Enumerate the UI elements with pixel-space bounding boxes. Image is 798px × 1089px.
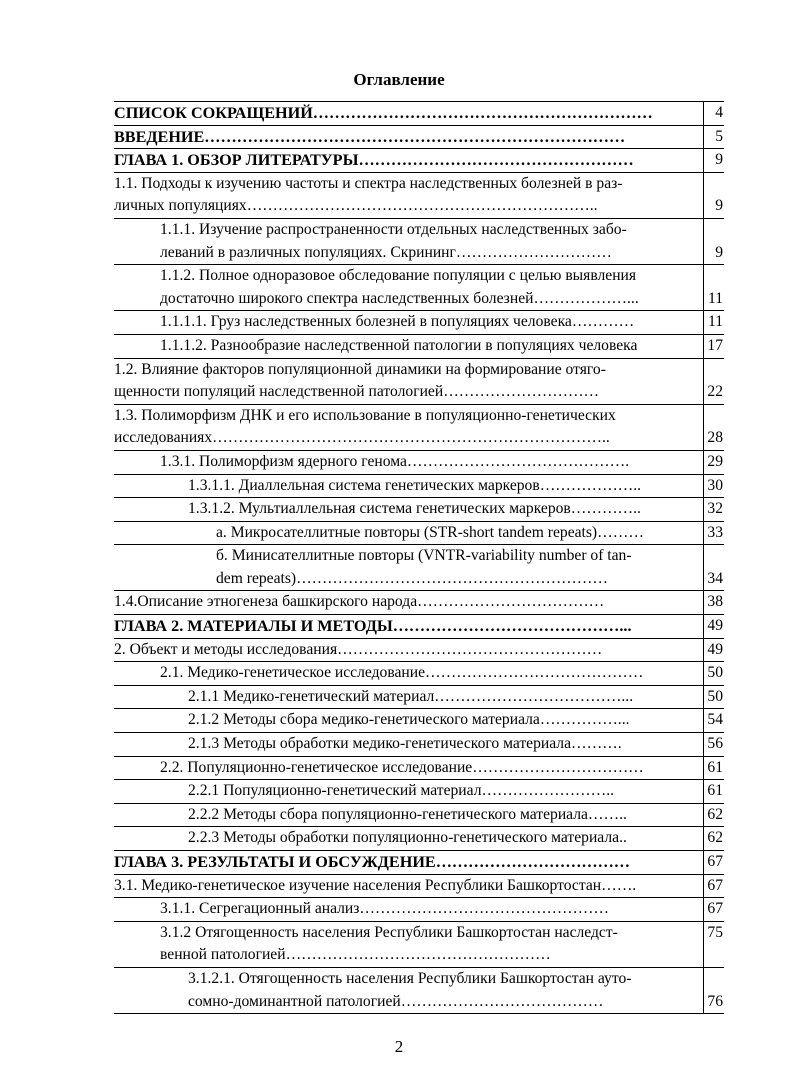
toc-entry-title: [114, 756, 703, 780]
toc-entry-title: [114, 591, 703, 615]
toc-entry: [114, 756, 724, 780]
toc-entry: [114, 102, 724, 126]
toc-entry-line: исследованиях…………………………………………………………………..: [114, 429, 610, 447]
toc-entry: [114, 685, 724, 709]
toc-chapter-title: [114, 851, 703, 875]
toc-entry-line: сомно-доминантной патологией…………………………………: [188, 992, 604, 1010]
toc-entry-title: [114, 709, 703, 733]
table-of-contents: [114, 101, 724, 1014]
toc-entry-line: ГЛАВА 1. ОБЗОР ЛИТЕРАТУРЫ……………………………………………: [114, 151, 634, 170]
toc-entry-title: [114, 638, 703, 662]
toc-page-number: 50: [707, 687, 723, 705]
toc-page-number: 56: [707, 735, 723, 753]
toc-page-number: 32: [707, 500, 723, 518]
toc-entry-title: [114, 733, 703, 757]
toc-entry-line: 1.1.1.2. Разнообразие наследственной патологии в популяциях человека: [160, 336, 638, 354]
toc-page-number: 17: [707, 336, 723, 354]
toc-page-number: 67: [707, 876, 723, 894]
toc-page-number: 49: [707, 640, 723, 658]
toc-page-number: 50: [707, 664, 723, 682]
toc-entry-line: б. Минисателлитные повторы (VNTR-variability number of tan-: [216, 547, 632, 565]
toc-entry-line: а. Микросателлитные повторы (STR-short tandem repeats)………: [216, 523, 644, 541]
toc-page-number: 34: [707, 569, 723, 587]
toc-entry-line: 1.1. Подходы к изучению частоты и спектра наследственных болезней в раз-: [114, 174, 623, 192]
toc-chapter-title: [114, 125, 703, 149]
toc-entry-line: 3.1.2 Отягощенность населения Республики Башкортостан наследст-: [160, 923, 618, 941]
toc-entry: [114, 265, 724, 311]
toc-entry-line: 1.1.1. Изучение распространенности отдельных наследственных забо-: [160, 220, 627, 238]
toc-page-number: 49: [707, 617, 723, 635]
toc-entry-line: 2.1.2 Методы сбора медико-генетического материала……………...: [188, 711, 630, 729]
toc-entry-line: ГЛАВА 3. РЕЗУЛЬТАТЫ И ОБСУЖДЕНИЕ………………………………: [114, 853, 630, 871]
toc-entry: [114, 498, 724, 522]
toc-entry-title: [114, 498, 703, 522]
toc-entry: [114, 615, 724, 639]
toc-entry: [114, 851, 724, 875]
toc-entry-line: 1.3.1.1. Диаллельная система генетических маркеров………………..: [188, 476, 642, 494]
toc-entry: [114, 591, 724, 615]
toc-page-number: 22: [707, 383, 723, 401]
toc-entry: [114, 172, 724, 218]
toc-entry-line: щенности популяций наследственной патологией…………………………: [114, 383, 600, 401]
toc-entry: [114, 733, 724, 757]
toc-entry-title: [114, 474, 703, 498]
toc-entry-title: [114, 898, 703, 922]
toc-page-number: 9: [715, 197, 723, 215]
toc-entry-title: [114, 450, 703, 474]
toc-entry-title: [114, 827, 703, 851]
toc-entry: [114, 967, 724, 1013]
toc-entry: [114, 149, 724, 173]
toc-entry: [114, 921, 724, 967]
toc-entry-line: 2.2.3 Методы обработки популяционно-генетического материала..: [188, 829, 627, 847]
toc-entry-line: 2.1.3 Методы обработки медико-генетического материала……….: [188, 735, 622, 753]
toc-entry: [114, 638, 724, 662]
toc-entry: [114, 521, 724, 545]
toc-entry: [114, 874, 724, 898]
toc-entry-line: 3.1.1. Сегрегационный анализ…………………………………………: [160, 900, 609, 918]
toc-entry: [114, 898, 724, 922]
toc-entry: [114, 545, 724, 591]
toc-entry-title: [114, 545, 703, 591]
toc-entry: [114, 334, 724, 358]
toc-entry-title: [114, 685, 703, 709]
toc-entry-title: [114, 780, 703, 804]
toc-entry-line: венной патологией……………………………………………: [160, 946, 551, 964]
toc-entry-line: личных популяциях…………………………………………………………..: [114, 197, 598, 215]
toc-entry-title: [114, 404, 703, 450]
toc-entry-line: dem repeats)……………………………………………………: [216, 569, 608, 587]
page-number: 2: [394, 1037, 404, 1056]
toc-page-number: 4: [715, 104, 723, 121]
toc-page-number: 62: [707, 829, 723, 847]
toc-entry-title: [114, 358, 703, 404]
toc-page-number: 61: [707, 758, 723, 776]
toc-entry-line: 3.1. Медико-генетическое изучение населения Республики Башкортостан…….: [114, 876, 637, 894]
toc-entry-line: ГЛАВА 2. МАТЕРИАЛЫ И МЕТОДЫ……………………………………...: [114, 617, 632, 636]
toc-entry-line: 2.2.2 Методы сбора популяционно-генетического материала……..: [188, 805, 627, 823]
toc-entry-title: [114, 921, 703, 967]
toc-page-number: 28: [707, 429, 723, 447]
toc-body: [114, 102, 724, 1014]
toc-entry-title: [114, 662, 703, 686]
toc-entry-line: достаточно широкого спектра наследственных болезней………………...: [160, 289, 639, 307]
toc-page-number: 11: [707, 289, 723, 307]
toc-page-number: 11: [707, 313, 723, 331]
toc-chapter-title: [114, 615, 703, 639]
toc-entry-line: 3.1.2.1. Отягощенность населения Республики Башкортостан ауто-: [188, 969, 632, 987]
toc-page-number: 75: [707, 923, 723, 941]
toc-page-number: 76: [707, 992, 723, 1010]
toc-entry: [114, 803, 724, 827]
toc-entry-line: 1.3.1. Полиморфизм ядерного генома…………………………………….: [160, 452, 630, 470]
toc-entry: [114, 450, 724, 474]
toc-entry-line: 1.4.Описание этногенеза башкирского народа………………………………: [114, 593, 605, 611]
toc-page-number: 30: [707, 476, 723, 494]
toc-page-number: 67: [707, 900, 723, 918]
toc-entry-title: [114, 311, 703, 335]
toc-entry-line: ВВЕДЕНИЕ……………………………………………………………………: [114, 127, 626, 146]
toc-chapter-title: [114, 149, 703, 173]
toc-entry-line: 2.2. Популяционно-генетическое исследование……………………………: [160, 758, 644, 776]
toc-entry-title: [114, 334, 703, 358]
toc-entry: [114, 709, 724, 733]
toc-entry: [114, 662, 724, 686]
toc-entry-title: [114, 874, 703, 898]
toc-page-number: 62: [707, 805, 723, 823]
toc-entry-line: леваний в различных популяциях. Скрининг…………………………: [160, 243, 612, 261]
toc-entry-line: 2.1. Медико-генетическое исследование……………………………………: [160, 664, 644, 682]
toc-entry-title: [114, 521, 703, 545]
toc-page-number: 38: [707, 593, 723, 611]
toc-page-number: 9: [715, 151, 723, 169]
toc-entry: [114, 125, 724, 149]
toc-page-number: 61: [707, 782, 723, 800]
toc-page-number: 54: [707, 711, 723, 729]
toc-page-number: 9: [715, 243, 723, 261]
toc-entry: [114, 474, 724, 498]
toc-entry-title: [114, 218, 703, 264]
toc-entry-title: [114, 967, 703, 1013]
toc-entry-line: СПИСОК СОКРАЩЕНИЙ………………………………………………………: [114, 104, 653, 122]
toc-entry-line: 2.1.1 Медико-генетический материал………………………………...: [188, 687, 634, 705]
toc-entry: [114, 218, 724, 264]
toc-entry: [114, 311, 724, 335]
toc-entry: [114, 827, 724, 851]
toc-page-number: 33: [707, 523, 723, 541]
toc-entry-line: 2. Объект и методы исследования……………………………………………: [114, 640, 603, 658]
page-title: Оглавление: [353, 70, 445, 89]
toc-page-number: 67: [707, 853, 723, 870]
toc-entry-line: 1.3. Полиморфизм ДНК и его использование в популяционно-генетических: [114, 406, 616, 424]
toc-entry-line: 1.3.1.2. Мультиаллельная система генетических маркеров…………..: [188, 500, 641, 518]
toc-entry-title: [114, 172, 703, 218]
toc-entry-title: [114, 265, 703, 311]
toc-entry: [114, 358, 724, 404]
toc-entry-line: 2.2.1 Популяционно-генетический материал……………………..: [188, 782, 615, 800]
toc-entry-line: 1.1.1.1. Груз наследственных болезней в популяциях человека…………: [160, 313, 635, 331]
toc-page-number: 29: [707, 452, 723, 470]
toc-entry-title: [114, 803, 703, 827]
toc-entry-line: 1.1.2. Полное одноразовое обследование популяции с целью выявления: [160, 267, 637, 285]
toc-entry-line: 1.2. Влияние факторов популяционной динамики на формирование отяго-: [114, 360, 606, 378]
toc-entry: [114, 780, 724, 804]
toc-entry: [114, 404, 724, 450]
toc-chapter-title: [114, 102, 703, 126]
toc-page-number: 5: [715, 127, 723, 145]
